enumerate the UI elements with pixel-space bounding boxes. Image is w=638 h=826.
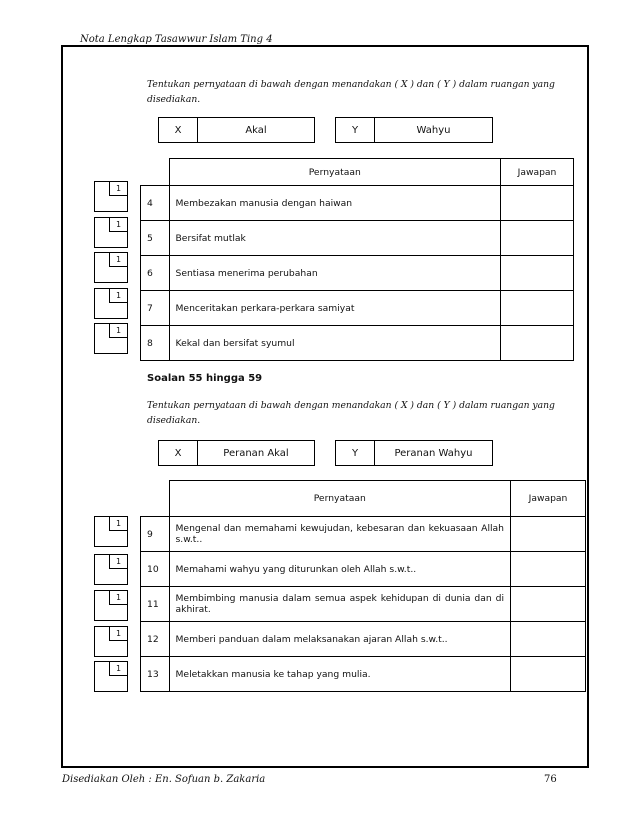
question-row — [141, 221, 574, 256]
mark-box — [94, 661, 128, 692]
question-row — [141, 326, 574, 361]
mark-value: 1 — [109, 252, 128, 267]
table2-header-statement: Pernyataan — [169, 481, 511, 517]
mark-value: 1 — [109, 288, 128, 303]
mark-value: 1 — [109, 626, 128, 641]
answer-cell[interactable] — [511, 622, 586, 657]
question-statement: Membimbing manusia dalam semua aspek kehidupan di dunia dan di akhirat. — [169, 587, 511, 622]
key2-y-value: Peranan Wahyu — [394, 447, 473, 459]
mark-box — [94, 626, 128, 657]
question-row — [141, 587, 586, 622]
question-number: 5 — [141, 221, 170, 256]
question-table-2 — [140, 480, 586, 692]
answer-cell[interactable] — [501, 186, 574, 221]
key-x-label: X — [159, 118, 198, 142]
question-row — [141, 291, 574, 326]
question-row — [141, 256, 574, 291]
question-number: 4 — [141, 186, 170, 221]
question-statement: Menceritakan perkara-perkara samiyat — [169, 291, 501, 326]
key-x-box — [158, 117, 315, 143]
key-x-value: Akal — [245, 124, 267, 136]
table2-header-answer: Jawapan — [511, 481, 586, 517]
mark-value: 1 — [109, 323, 128, 338]
key2-x-box — [158, 440, 315, 466]
mark-value: 1 — [109, 590, 128, 605]
mark-value: 1 — [109, 516, 128, 531]
mark-box — [94, 323, 128, 354]
key-y-value: Wahyu — [416, 124, 451, 136]
key-y-label: Y — [336, 118, 375, 142]
key2-x-value: Peranan Akal — [223, 447, 289, 459]
mark-box — [94, 590, 128, 621]
answer-cell[interactable] — [511, 587, 586, 622]
mark-value: 1 — [109, 181, 128, 196]
answer-cell[interactable] — [511, 517, 586, 552]
question-row — [141, 552, 586, 587]
key2-y-label: Y — [336, 441, 375, 465]
answer-cell[interactable] — [501, 256, 574, 291]
key2-x-label: X — [159, 441, 198, 465]
section1-instruction: Tentukan pernyataan di bawah dengan menandakan ( X ) dan ( Y ) dalam ruangan yang disediakan. — [147, 79, 555, 105]
question-number: 13 — [141, 657, 170, 692]
section2-heading: Soalan 55 hingga 59 — [147, 373, 263, 384]
answer-cell[interactable] — [501, 326, 574, 361]
table1-header-answer: Jawapan — [501, 159, 574, 186]
question-statement: Meletakkan manusia ke tahap yang mulia. — [169, 657, 511, 692]
question-number: 6 — [141, 256, 170, 291]
mark-box — [94, 288, 128, 319]
question-table-1 — [140, 158, 574, 361]
question-statement: Bersifat mutlak — [169, 221, 501, 256]
answer-cell[interactable] — [511, 657, 586, 692]
question-number: 9 — [141, 517, 170, 552]
mark-box — [94, 217, 128, 248]
answer-cell[interactable] — [511, 552, 586, 587]
question-row — [141, 622, 586, 657]
mark-box — [94, 516, 128, 547]
question-statement: Membezakan manusia dengan haiwan — [169, 186, 501, 221]
question-number: 7 — [141, 291, 170, 326]
key-y-box — [335, 117, 493, 143]
question-number: 10 — [141, 552, 170, 587]
mark-box — [94, 252, 128, 283]
mark-box — [94, 181, 128, 212]
question-row — [141, 517, 586, 552]
mark-box — [94, 554, 128, 585]
mark-value: 1 — [109, 554, 128, 569]
footer-page-number: 76 — [544, 774, 557, 785]
key2-y-box — [335, 440, 493, 466]
question-statement: Memberi panduan dalam melaksanakan ajaran Allah s.w.t.. — [169, 622, 511, 657]
question-number: 8 — [141, 326, 170, 361]
mark-value: 1 — [109, 661, 128, 676]
question-statement: Mengenal dan memahami kewujudan, kebesaran dan kekuasaan Allah s.w.t.. — [169, 517, 511, 552]
page-header-title: Nota Lengkap Tasawwur Islam Ting 4 — [80, 34, 273, 45]
answer-cell[interactable] — [501, 291, 574, 326]
answer-cell[interactable] — [501, 221, 574, 256]
question-statement: Kekal dan bersifat syumul — [169, 326, 501, 361]
table1-header-statement: Pernyataan — [169, 159, 501, 186]
footer-prepared-by: Disediakan Oleh : En. Sofuan b. Zakaria — [62, 774, 266, 785]
question-statement: Sentiasa menerima perubahan — [169, 256, 501, 291]
question-number: 11 — [141, 587, 170, 622]
mark-value: 1 — [109, 217, 128, 232]
question-statement: Memahami wahyu yang diturunkan oleh Allah s.w.t.. — [169, 552, 511, 587]
question-row — [141, 186, 574, 221]
section2-instruction: Tentukan pernyataan di bawah dengan menandakan ( X ) dan ( Y ) dalam ruangan yang disediakan. — [147, 400, 555, 426]
question-number: 12 — [141, 622, 170, 657]
question-row — [141, 657, 586, 692]
